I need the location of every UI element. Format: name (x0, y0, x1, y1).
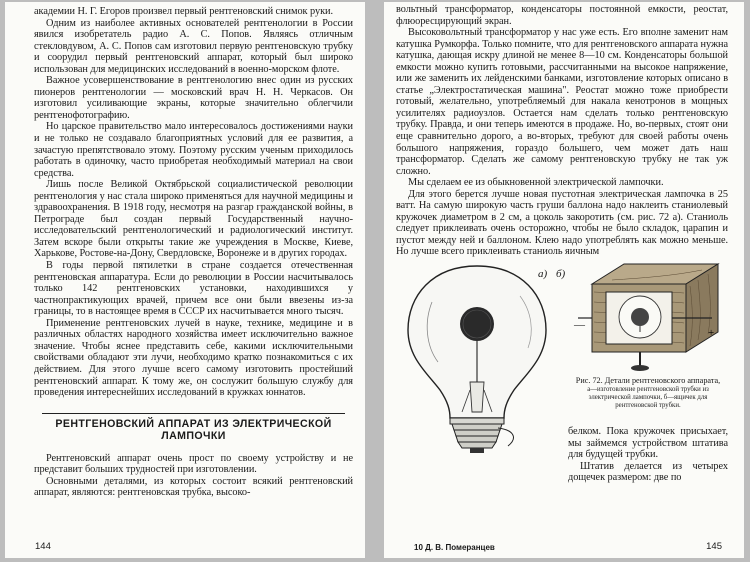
bulb-base (452, 424, 502, 448)
light-bulb-illustration (402, 262, 552, 454)
left-paragraph-7: Применение рентгеновских лучей в науке, технике, медицине и в различных областях народного хозяйства имеет исключительно важное значение. Чтобы ясн​ее представить себе, какими исключительными свойствами обладают эти лучи, необходимо кратко познакомиться с их действием. Для этого лучше всего самому изготовить простейший рентгеновский аппарат. К тому же, он сослужит большую службу для проведения интересн​ейших исследований в кружках юннатов. (34, 317, 353, 399)
figure-72 (396, 262, 728, 484)
heading-line-2: ЛАМПОЧКИ (161, 430, 226, 443)
left-paragraph-3: Важное усовершенствование в рентгенологию внес один из русских пионеров рентгенологии — московский врач Н. Н. Черкасов. Он изготовил усиливающие экраны, которые значительно облегчили рентгенофотографию. (34, 75, 353, 121)
section-heading (34, 413, 353, 443)
left-page (5, 2, 365, 558)
figure-caption-text: а—изготовление рентгеновской трубки из электрической лампочки, б—ящичек для рентгеновской трубки. (587, 386, 709, 409)
figure-caption (568, 376, 728, 409)
left-paragraph-2: Одним из наиболее активных основателей рентгенологии в России явился изобретатель радио А. С. Попов. Являясь отличным стекловдувом, А. С. Попов сам изготовил первую рентгеновскую трубку и соорудил первый рентгеновский аппарат, который был широко использован для медицинских исследований в военно-морском флоте. (34, 17, 353, 75)
left-paragraph-4: Но царское правительство мало интересовалось достижениями науки и не только не создавало благоприятных условий для ее развития, а зачастую препятствовало этому. Поэтому русским ученым приходилось работать в одиночку, часто приобретая необходимый материал на свои средства. (34, 121, 353, 179)
figure-label-b: б) (556, 268, 566, 281)
tube-box-illustration (572, 262, 722, 374)
right-paragraph-4: Для этого берется лучше новая пустотная электрическая лампочка в 25 ватт. На самую широкую часть груши баллона надо наклеить станиолевый кружочек диаметром в 2 см, а цоколь закоротить (см. рис. 72 а). Станиоль следует приклеивать очень осторожно, чтобы не было складок, царапин и пустот между ней и баллоном. Клею надо употреблять как можно меньше. Но лучше всего приклеивать станиоль яичным (396, 188, 728, 258)
heading-line-1: РЕНТГЕНОВСКИЙ АППАРАТ ИЗ ЭЛЕКТРИЧЕСКОЙ (55, 417, 332, 430)
figure-label-a: а) (538, 268, 548, 281)
figure-caption-title: Рис. 72. Детали рентгеновского аппарата, (575, 376, 721, 386)
left-paragraph-6: В годы первой пятилетки в стране создается отечественная рентгеновская аппаратура. Если до революции в России насчитывалось только 142 рентгеновских установки, находившихся у частнопрактикующих врачей, причем все они были ввезены из-за границы, то в настоящее время в СССР их насчитывается много тысяч. (34, 260, 353, 318)
right-paragraph-1: вольтный трансформатор, конденсаторы постоянной емкости, реостат, флюоресцирующий экран. (396, 4, 728, 27)
svg-text:—: — (574, 319, 585, 332)
right-paragraph-3: Мы сделаем ее из обыкновенной электрической лампочки. (408, 177, 664, 189)
right-paragraph-2: Высоковольтный трансформатор у нас уже есть. Его вполне заменит нам катушка Румкорфа. Только помните, что для рентгеновского аппарата нужна катушка, дающая искру длиной не менее 8—10 см. Конденсаторы большой емкости можно купить готовыми, рассчитанными на высокое напряжение, или же заменить их лейденскими банками, изготовление которых описано в статье „Электростатическая машина". Реостат можно тоже приобрести готовый, желательно, употребляемый для накала кенотронов в мощных усилителях радиоузлов. Остается нам сделать только рентгеновскую трубку. Правда, и они теперь имеются в продаже. Но, во-первых, стоят они еще сравнительно дорого, а во-вторых, требуют для своей работы очень большого напряжения, гораздо большего, чем может дать наш трансформатор. Сделать же самому рентгеновскую трубку не так уж сложно. (396, 27, 728, 177)
side-text-column (568, 426, 728, 484)
page-number-left: 144 (35, 541, 51, 552)
printer-signature: 10 Д. В. Померанцев (414, 543, 495, 552)
left-paragraph-9: Основными деталями, из которых состоит всякий рентгеновский аппарат, являются: рентгеновская трубка, высоко- (34, 475, 353, 499)
svg-text:+: + (708, 327, 715, 340)
left-paragraph-1: академии Н. Г. Егоров произвел первый рентгеновский снимок руки. (34, 6, 334, 17)
heading-rule (42, 413, 345, 414)
right-paragraph-6: Штатив делается из четырех дощечек размером: две по (568, 460, 728, 484)
left-paragraph-5: Лишь после Великой Октябрьской социалистической революции рентгенология у нас стала широко применяться для научной медицины и здравоохранения. В 1918 году, несмотря на разгар гражданской войны, в Петрограде был создан первый Государственный научно-исследовательский рентгенологический и радиологический институт. Затем вскоре были открыты такие же учреждения в Москве, Киеве, Харькове, Ростове-на-Дону, Свердловске, Воронеже и в других городах. (34, 179, 353, 260)
right-page (384, 2, 744, 558)
tube-disc-in-box (631, 308, 649, 326)
right-paragraph-5: белком. Пока кружочек присыхает, мы займемся устройством штатива для будущей трубки. (568, 426, 728, 461)
left-paragraph-8: Рентгеновский аппарат очень прост по своему устройству и не представит больших трудностей при изготовлении. (34, 452, 353, 476)
page-number-right: 145 (706, 541, 722, 552)
tinfoil-disc (460, 307, 494, 341)
